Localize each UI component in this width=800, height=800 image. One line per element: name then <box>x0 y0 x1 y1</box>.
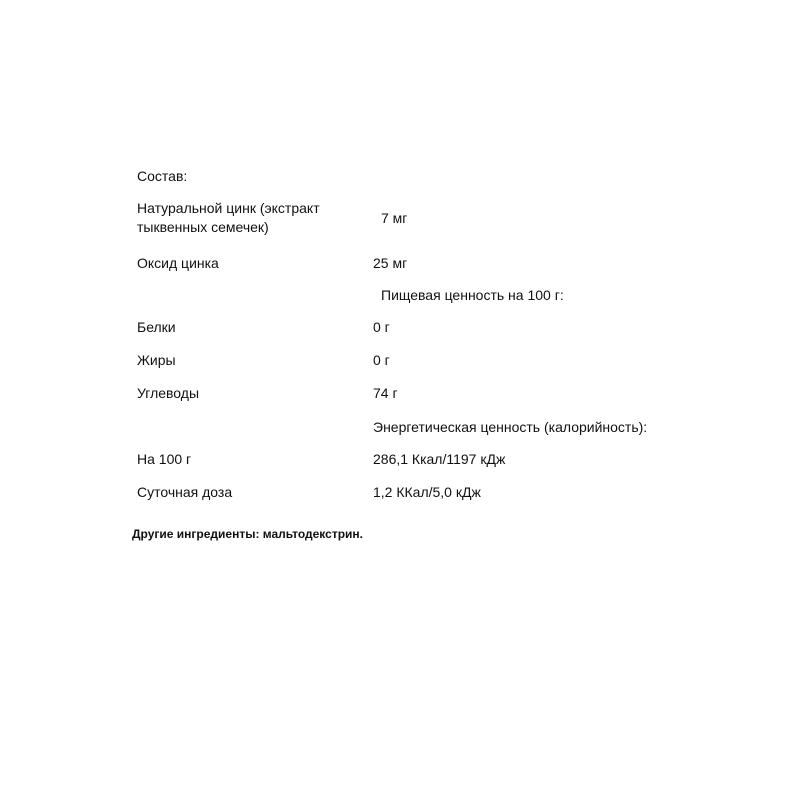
zinc-extract-value: 7 мг <box>381 210 408 226</box>
fat-value: 0 г <box>373 352 390 368</box>
other-ingredients-note: Другие ингредиенты: мальтодекстрин. <box>132 527 363 541</box>
daily-dose-value: 1,2 ККал/5,0 кДж <box>373 484 481 500</box>
per-100g-value: 286,1 Ккал/1197 кДж <box>373 451 506 467</box>
protein-value: 0 г <box>373 319 390 335</box>
zinc-extract-label-line2: тыквенных семечек) <box>137 219 269 235</box>
nutrition-heading: Пищевая ценность на 100 г: <box>381 287 564 303</box>
composition-heading: Состав: <box>137 168 188 184</box>
carbs-label: Углеводы <box>137 385 200 401</box>
zinc-oxide-value: 25 мг <box>373 255 408 271</box>
fat-label: Жиры <box>137 352 176 368</box>
carbs-value: 74 г <box>373 385 398 401</box>
protein-label: Белки <box>137 319 176 335</box>
daily-dose-label: Суточная доза <box>137 484 233 500</box>
per-100g-label: На 100 г <box>137 451 192 467</box>
zinc-oxide-label: Оксид цинка <box>137 255 219 271</box>
zinc-extract-label-line1: Натуральной цинк (экстракт <box>137 200 320 216</box>
energy-heading: Энергетическая ценность (калорийность): <box>373 419 648 435</box>
